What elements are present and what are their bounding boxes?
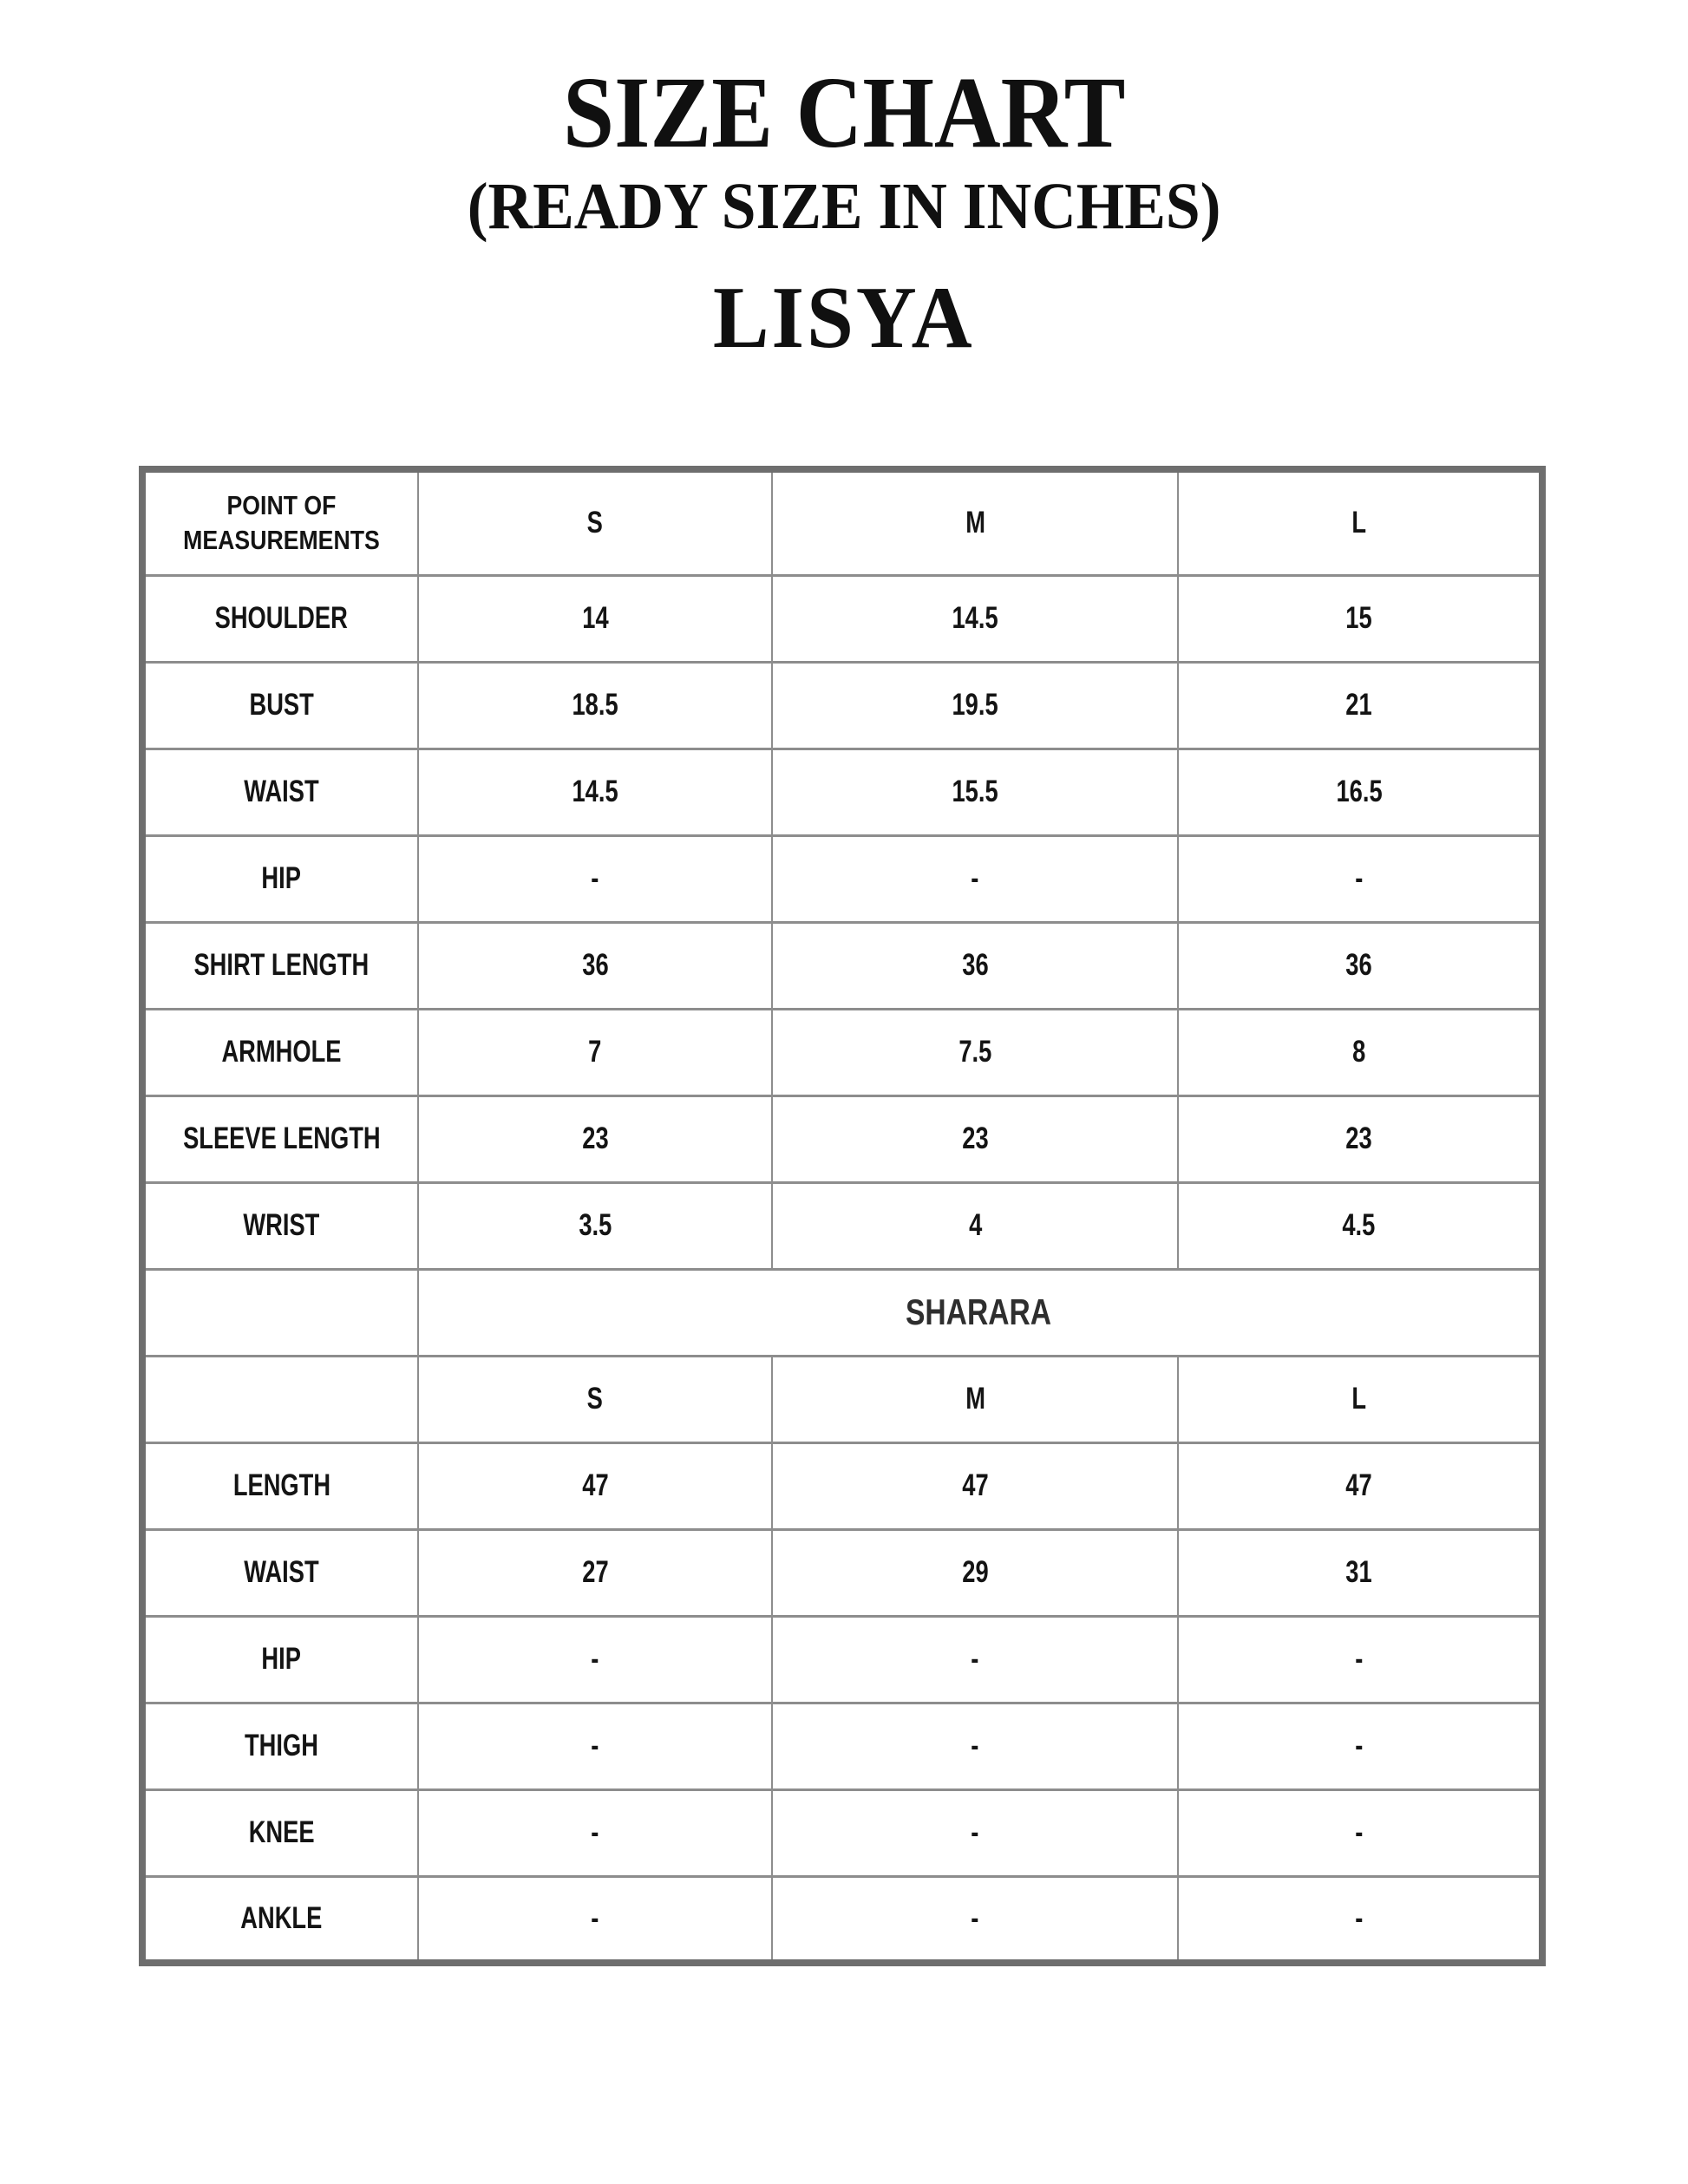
value-cell-m [772,1182,1178,1269]
sharara-section-header-cell [418,1269,1542,1356]
cell-text: WRIST [243,1208,320,1242]
label-cell [142,575,418,662]
header-size-m-text: M [965,506,985,540]
sharara-section-row [142,1269,1542,1356]
header-size-m-cell [772,469,1178,575]
cell-text: - [591,1729,599,1762]
cell-text: SLEEVE LENGTH [182,1121,381,1155]
page-title-text: SIZE CHART [562,56,1126,169]
cell-text: - [1355,861,1364,895]
value-cell-m [772,1616,1178,1703]
value-cell-l [1178,1529,1542,1616]
value-cell-s [418,1703,772,1789]
cell-text: 47 [1345,1468,1372,1502]
brand-name [0,270,1688,367]
cell-text: - [591,1900,599,1935]
label-cell [142,1703,418,1789]
label-cell [142,1182,418,1269]
label-cell [142,1876,418,1963]
sharara-section-title-text: SHARARA [906,1291,1052,1332]
value-cell-s [418,662,772,749]
cell-text: - [971,1729,979,1762]
cell-text: 3.5 [579,1208,612,1242]
row-armhole [142,1009,1542,1095]
cell-text: 14.5 [952,601,998,635]
value-cell-m [772,575,1178,662]
cell-text: - [971,1900,979,1935]
row-sharara-length [142,1442,1542,1529]
row-hip [142,835,1542,922]
label-cell [142,1529,418,1616]
row-sleeve-length [142,1095,1542,1182]
cell-text: 36 [962,948,989,982]
value-cell-s [418,1529,772,1616]
table-body [142,469,1542,1963]
label-cell [142,1009,418,1095]
cell-text: 14.5 [572,775,618,808]
cell-text: SHOULDER [214,601,349,635]
label-cell [142,835,418,922]
cell-text: WAIST [244,775,319,808]
row-sharara-waist [142,1529,1542,1616]
sharara-size-l-cell [1178,1356,1542,1442]
value-cell-l [1178,1616,1542,1703]
value-cell-l [1178,1182,1542,1269]
value-cell-l [1178,922,1542,1009]
value-cell-s [418,1876,772,1963]
value-cell-l [1178,1876,1542,1963]
cell-text: 4 [968,1208,982,1242]
cell-text: 29 [962,1555,989,1589]
value-cell-s [418,835,772,922]
sharara-size-header-row [142,1356,1542,1442]
value-cell-l [1178,1789,1542,1876]
row-bust [142,662,1542,749]
cell-text: - [971,1815,979,1849]
cell-text: BUST [249,688,314,722]
value-cell-l [1178,1442,1542,1529]
cell-text: 14 [581,601,609,635]
cell-text: SHIRT LENGTH [193,948,370,982]
sharara-size-s-cell [418,1356,772,1442]
page-header [0,0,1688,367]
sharara-size-m-text: M [965,1382,985,1416]
value-cell-m [772,662,1178,749]
row-shoulder [142,575,1542,662]
value-cell-m [772,1876,1178,1963]
row-ankle [142,1876,1542,1963]
brand-name-text: LISYA [713,269,975,368]
cell-text: 23 [581,1121,609,1155]
row-wrist [142,1182,1542,1269]
label-cell [142,662,418,749]
header-label-cell [142,469,418,575]
cell-text: HIP [261,861,302,895]
sharara-size-m-cell [772,1356,1178,1442]
sharara-size-s-text: S [587,1382,604,1416]
cell-text: 19.5 [952,688,998,722]
value-cell-s [418,1009,772,1095]
cell-text: 47 [962,1468,989,1502]
cell-text: 7 [588,1035,602,1069]
value-cell-s [418,1616,772,1703]
cell-text: LENGTH [232,1468,330,1502]
header-size-l-text: L [1351,506,1367,540]
label-cell [142,1789,418,1876]
value-cell-l [1178,1009,1542,1095]
page-subtitle [0,170,1688,244]
value-cell-s [418,1442,772,1529]
cell-text: ARMHOLE [221,1035,342,1069]
cell-text: 47 [581,1468,609,1502]
cell-text: - [1355,1815,1364,1849]
value-cell-m [772,749,1178,835]
cell-text: 36 [581,948,609,982]
value-cell-m [772,1789,1178,1876]
value-cell-l [1178,749,1542,835]
label-cell [142,1616,418,1703]
value-cell-l [1178,1703,1542,1789]
value-cell-l [1178,575,1542,662]
cell-text: - [1355,1642,1364,1676]
page-title [0,56,1688,170]
row-waist [142,749,1542,835]
header-size-s-cell [418,469,772,575]
value-cell-m [772,922,1178,1009]
cell-text: - [971,861,979,895]
value-cell-m [772,1009,1178,1095]
cell-text: 16.5 [1336,775,1383,808]
cell-text: - [971,1642,979,1676]
page-subtitle-text: (READY SIZE IN INCHES) [467,170,1221,244]
value-cell-s [418,1182,772,1269]
label-cell [142,922,418,1009]
cell-text: 36 [1345,948,1372,982]
empty-label-cell [142,1356,418,1442]
cell-text: WAIST [244,1555,319,1589]
value-cell-l [1178,662,1542,749]
value-cell-s [418,1789,772,1876]
cell-text: - [591,1642,599,1676]
cell-text: 15.5 [952,775,998,808]
value-cell-m [772,835,1178,922]
cell-text: 27 [581,1555,609,1589]
cell-text: 18.5 [572,688,618,722]
cell-text: 4.5 [1342,1208,1376,1242]
cell-text: - [1355,1729,1364,1762]
cell-text: 23 [962,1121,989,1155]
value-cell-s [418,922,772,1009]
row-thigh [142,1703,1542,1789]
cell-text: THIGH [245,1729,318,1762]
label-cell [142,1095,418,1182]
cell-text: 7.5 [958,1035,992,1069]
row-sharara-hip [142,1616,1542,1703]
label-cell [142,749,418,835]
size-chart-table [139,466,1546,1966]
value-cell-l [1178,835,1542,922]
value-cell-s [418,575,772,662]
cell-text: 31 [1345,1555,1372,1589]
cell-text: 15 [1345,601,1372,635]
sharara-size-l-text: L [1351,1382,1367,1416]
value-cell-m [772,1095,1178,1182]
header-label-text: POINT OF MEASUREMENTS [183,489,380,556]
cell-text: 21 [1345,688,1372,722]
cell-text: HIP [261,1642,302,1676]
header-size-l-cell [1178,469,1542,575]
value-cell-m [772,1529,1178,1616]
row-knee [142,1789,1542,1876]
cell-text: - [1355,1900,1364,1935]
row-shirt-length [142,922,1542,1009]
label-cell [142,1442,418,1529]
cell-text: - [591,861,599,895]
header-row [142,469,1542,575]
cell-text: - [591,1815,599,1849]
value-cell-s [418,1095,772,1182]
cell-text: 8 [1352,1035,1366,1069]
value-cell-m [772,1703,1178,1789]
header-size-s-text: S [587,506,604,540]
value-cell-m [772,1442,1178,1529]
cell-text: KNEE [248,1815,315,1849]
empty-label-cell [142,1269,418,1356]
cell-text: 23 [1345,1121,1372,1155]
value-cell-l [1178,1095,1542,1182]
cell-text: ANKLE [240,1900,323,1935]
value-cell-s [418,749,772,835]
